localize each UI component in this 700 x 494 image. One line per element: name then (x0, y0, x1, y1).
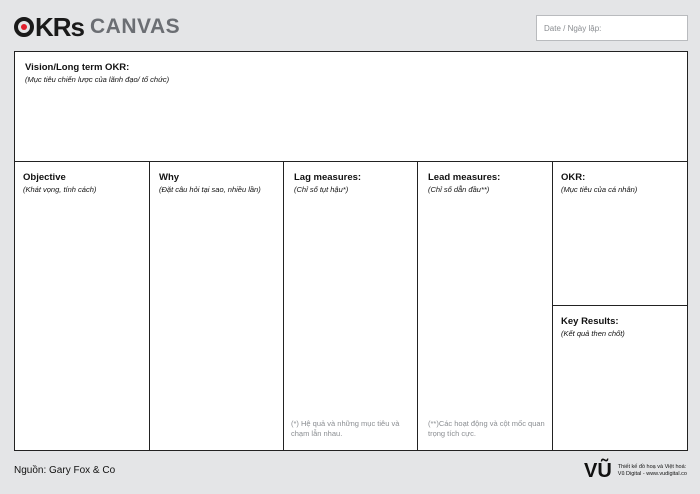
lead-measures-subtitle: (Chỉ số dẫn đầu**) (428, 185, 490, 194)
lag-measures-subtitle: (Chỉ số tụt hậu*) (294, 185, 349, 194)
lead-measures-note: (**)Các hoạt động và cột mốc quan trọng tích cực. (428, 419, 545, 438)
logo-target-icon (14, 17, 34, 37)
vision-section[interactable] (15, 52, 687, 162)
why-section[interactable] (150, 162, 284, 450)
logo-okr (14, 12, 84, 43)
lead-measures-section[interactable] (418, 162, 553, 450)
objective-title: Objective (23, 172, 66, 183)
key-results-subtitle: (Kết quả then chốt) (561, 329, 625, 338)
okr-canvas-board (14, 51, 688, 451)
why-subtitle: (Đặt câu hỏi tại sao, nhiều lần) (159, 185, 261, 194)
date-label: Date / Ngày lập: (544, 24, 602, 33)
okr-canvas-logo (14, 12, 180, 42)
key-results-section[interactable] (553, 306, 687, 450)
lead-measures-title: Lead measures: (428, 172, 501, 183)
objective-subtitle: (Khát vọng, tính cách) (23, 185, 97, 194)
logo-canvas-text: CANVAS (90, 15, 181, 38)
okr-subtitle: (Mục tiêu của cá nhân) (561, 185, 638, 194)
logo-okr-text: KRs (35, 11, 85, 42)
key-results-title: Key Results: (561, 316, 619, 327)
vision-subtitle: (Mục tiêu chiến lược của lãnh đạo/ tổ chức) (25, 75, 170, 84)
okr-section[interactable] (553, 162, 687, 306)
date-field[interactable] (536, 15, 688, 41)
lag-measures-note: (*) Hệ quả và những mục tiêu và chạm lẫn nhau. (291, 419, 400, 438)
lag-measures-title: Lag measures: (294, 172, 362, 183)
objective-section[interactable] (15, 162, 150, 450)
vu-digital-logo: VŨ (584, 460, 612, 482)
okr-title: OKR: (561, 172, 586, 183)
source-credit: Nguồn: Gary Fox & Co (14, 465, 116, 476)
vision-title: Vision/Long term OKR: (25, 62, 130, 73)
designer-brand (584, 461, 687, 481)
brand-credit-line1: Thiết kế đồ hoạ và Việt hoá: (617, 464, 687, 470)
brand-credit-line2: Vũ Digital - www.vudigital.co (617, 471, 687, 477)
brand-credit (618, 464, 687, 478)
lag-measures-section[interactable] (284, 162, 418, 450)
why-title: Why (159, 172, 180, 183)
